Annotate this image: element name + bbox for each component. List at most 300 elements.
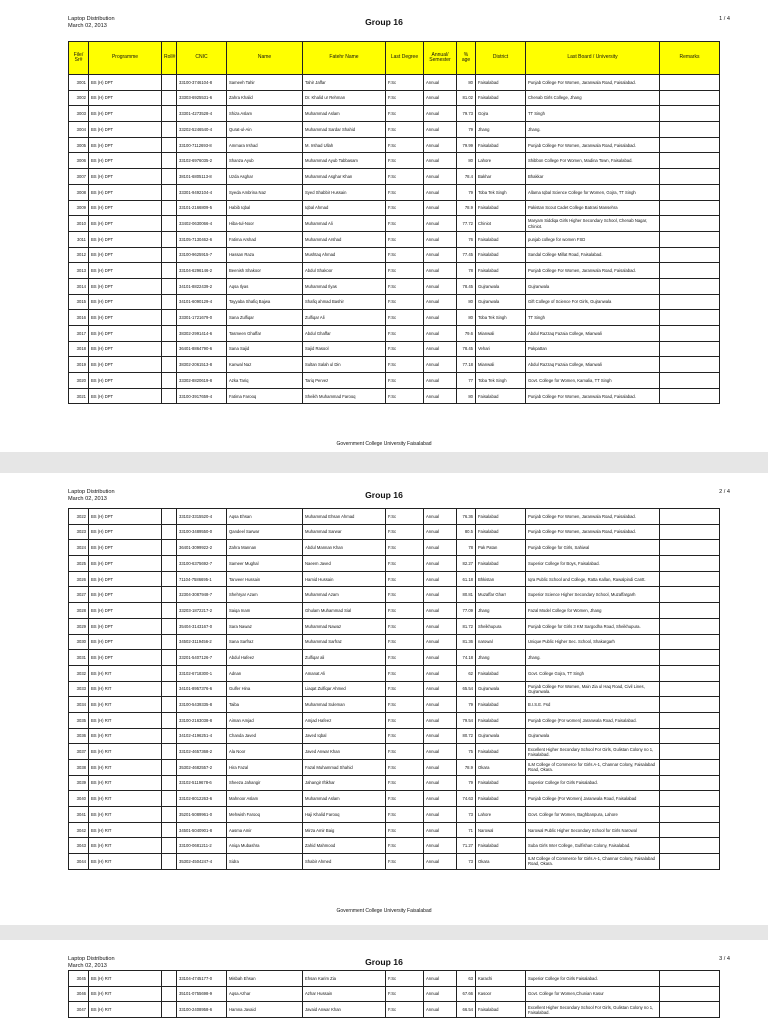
- cell-father-name: Muhammad Aslam: [303, 791, 386, 807]
- cell-cnic: 33104-4745177-0: [177, 971, 227, 987]
- group-title: Group 16: [365, 957, 403, 967]
- cell-programme: BS (H) DPT: [89, 247, 162, 263]
- cell-remarks: [660, 263, 720, 279]
- cell-percentage: 73: [457, 807, 476, 823]
- cell-father-name: Hamid Hussain: [303, 571, 386, 587]
- cell-name: Uzda Asghar: [227, 169, 303, 185]
- cell-annual-semester: Annual: [424, 971, 457, 987]
- cell-roll: [162, 247, 177, 263]
- table-row: [69, 971, 720, 987]
- cell-last-board: Punjab College For Women, Jaranwala Road, Faisalabad.: [526, 524, 660, 540]
- cell-cnic: 33105-7130462-6: [177, 231, 227, 247]
- cell-name: Aasma Amir: [227, 822, 303, 838]
- cell-district: Faisalabad: [476, 388, 526, 404]
- cell-sr: 3007: [69, 169, 89, 185]
- cell-roll: [162, 326, 177, 342]
- cell-father-name: Haji Khalid Farooq: [303, 807, 386, 823]
- table-row: [69, 310, 720, 326]
- cell-last-degree: F.Sc: [386, 728, 424, 744]
- cell-annual-semester: Annual: [424, 200, 457, 216]
- table-row: [69, 1002, 720, 1018]
- cell-roll: [162, 388, 177, 404]
- cell-name: Hira Fazal: [227, 760, 303, 776]
- cell-name: Tayyaba Shafiq Bajwa: [227, 294, 303, 310]
- cell-roll: [162, 357, 177, 373]
- cell-father-name: Muhammad Suleman: [303, 697, 386, 713]
- table-row: [69, 137, 720, 153]
- cell-district: Bakhar: [476, 169, 526, 185]
- cell-father-name: Javed Iqbal: [303, 728, 386, 744]
- cell-name: Sara Nawaz: [227, 618, 303, 634]
- cell-cnic: 33100-0681211-2: [177, 838, 227, 854]
- cell-cnic: 33203-1872217-2: [177, 603, 227, 619]
- cell-cnic: 33101-2166809-5: [177, 200, 227, 216]
- table-row: [69, 665, 720, 681]
- cell-district: Okara: [476, 854, 526, 870]
- cell-percentage: 66.54: [457, 1002, 476, 1018]
- distribution-table: [68, 508, 720, 870]
- cell-last-board: Allama Iqbal Science College for Women, Gojra, TT Singh: [526, 184, 660, 200]
- cell-name: Shanza Ayub: [227, 153, 303, 169]
- cell-cnic: 34102-4196251-4: [177, 728, 227, 744]
- cell-last-board: Superior College for Boys, Faisalabad.: [526, 556, 660, 572]
- cell-last-board: Gujranwala: [526, 728, 660, 744]
- cell-roll: [162, 200, 177, 216]
- cell-name: Hamna Javaid: [227, 1002, 303, 1018]
- cell-roll: [162, 618, 177, 634]
- cell-last-degree: F.Sc: [386, 153, 424, 169]
- cell-father-name: Iqbal Ahmad: [303, 200, 386, 216]
- cell-programme: BS (H) RIT: [89, 971, 162, 987]
- cell-father-name: Zahid Mahmood: [303, 838, 386, 854]
- cell-district: Faisalabad: [476, 791, 526, 807]
- cell-programme: BS (H) DPT: [89, 357, 162, 373]
- cell-sr: 3002: [69, 90, 89, 106]
- cell-percentage: 78: [457, 540, 476, 556]
- cell-district: Faisalabad: [476, 509, 526, 525]
- cell-sr: 3032: [69, 665, 89, 681]
- cell-remarks: [660, 184, 720, 200]
- cell-last-degree: F.Sc: [386, 388, 424, 404]
- cell-name: Ammara Irshad: [227, 137, 303, 153]
- cell-remarks: [660, 341, 720, 357]
- cell-cnic: 33100-3917659-4: [177, 388, 227, 404]
- cell-percentage: 78.45: [457, 278, 476, 294]
- cell-last-degree: F.Sc: [386, 231, 424, 247]
- column-header-annual-semester: Annual/ Semester: [424, 42, 457, 75]
- cell-percentage: 81.02: [457, 90, 476, 106]
- cell-remarks: [660, 712, 720, 728]
- cell-last-degree: F.Sc: [386, 357, 424, 373]
- cell-last-board: Gujranwala: [526, 278, 660, 294]
- cell-district: Faisalabad: [476, 744, 526, 760]
- cell-cnic: 33301-1721679-0: [177, 310, 227, 326]
- table-row: [69, 760, 720, 776]
- cell-programme: BS (H) DPT: [89, 603, 162, 619]
- cell-remarks: [660, 807, 720, 823]
- cell-percentage: 78.4: [457, 169, 476, 185]
- cell-cnic: 32304-3087948-7: [177, 587, 227, 603]
- cell-last-degree: F.Sc: [386, 634, 424, 650]
- cell-remarks: [660, 838, 720, 854]
- cell-programme: BS (H) RIT: [89, 681, 162, 697]
- cell-name: Misbah Ehsan: [227, 971, 303, 987]
- cell-roll: [162, 744, 177, 760]
- table-row: [69, 650, 720, 666]
- cell-roll: [162, 184, 177, 200]
- cell-annual-semester: Annual: [424, 169, 457, 185]
- cell-district: Faisalabad: [476, 263, 526, 279]
- cell-last-board: Shibbon College For Women, Madina Town, Faisalabad.: [526, 153, 660, 169]
- cell-annual-semester: Annual: [424, 665, 457, 681]
- cell-sr: 3045: [69, 971, 89, 987]
- cell-roll: [162, 169, 177, 185]
- cell-remarks: [660, 216, 720, 232]
- cell-cnic: 34501-5040901-8: [177, 822, 227, 838]
- cell-last-board: Pakistan Scout Cadet College Batrasi Mansehra: [526, 200, 660, 216]
- column-header-name: Name: [227, 42, 303, 75]
- cell-sr: 3016: [69, 310, 89, 326]
- cell-last-degree: F.Sc: [386, 822, 424, 838]
- table-row: [69, 775, 720, 791]
- cell-last-board: Punjab College for Girls 3 KM Sargodha Road, Sheikhupura.: [526, 618, 660, 634]
- distribution-table: [68, 970, 720, 1018]
- table-row: [69, 634, 720, 650]
- cell-roll: [162, 556, 177, 572]
- cell-name: Shiza Aslam: [227, 106, 303, 122]
- cell-sr: 3040: [69, 791, 89, 807]
- cell-roll: [162, 216, 177, 232]
- cell-percentage: 80.72: [457, 728, 476, 744]
- page-footer: Government College University Faisalabad: [336, 908, 432, 914]
- cell-annual-semester: Annual: [424, 153, 457, 169]
- cell-programme: BS (H) DPT: [89, 231, 162, 247]
- cell-percentage: 63: [457, 971, 476, 987]
- cell-roll: [162, 587, 177, 603]
- cell-percentage: 79: [457, 775, 476, 791]
- cell-father-name: Ehsan Karim Zia: [303, 971, 386, 987]
- cell-remarks: [660, 634, 720, 650]
- cell-sr: 3027: [69, 587, 89, 603]
- cell-roll: [162, 712, 177, 728]
- table-row: [69, 712, 720, 728]
- cell-sr: 3013: [69, 263, 89, 279]
- cell-cnic: 33102-3315520-4: [177, 509, 227, 525]
- cell-annual-semester: Annual: [424, 278, 457, 294]
- cell-percentage: 80: [457, 388, 476, 404]
- cell-sr: 3026: [69, 571, 89, 587]
- cell-remarks: [660, 822, 720, 838]
- cell-cnic: 33102-6718300-1: [177, 665, 227, 681]
- table-row: [69, 388, 720, 404]
- cell-sr: 3005: [69, 137, 89, 153]
- cell-father-name: Naeem Javed: [303, 556, 386, 572]
- cell-cnic: 33100-9625915-7: [177, 247, 227, 263]
- cell-last-degree: F.Sc: [386, 137, 424, 153]
- column-header-district: District: [476, 42, 526, 75]
- cell-percentage: 77.18: [457, 357, 476, 373]
- cell-programme: BS (H) RIT: [89, 712, 162, 728]
- page-number: 3 / 4: [719, 956, 730, 962]
- cell-cnic: 36401-3099922-2: [177, 540, 227, 556]
- cell-father-name: Muhammad Aslam: [303, 106, 386, 122]
- cell-sr: 3003: [69, 106, 89, 122]
- cell-percentage: 75: [457, 744, 476, 760]
- cell-remarks: [660, 556, 720, 572]
- cell-programme: BS (H) DPT: [89, 571, 162, 587]
- cell-annual-semester: Annual: [424, 571, 457, 587]
- cell-cnic: 36401-8864790-6: [177, 341, 227, 357]
- cell-last-board: Sandal College Millat Road, Faisalabad.: [526, 247, 660, 263]
- cell-programme: BS (H) DPT: [89, 263, 162, 279]
- cell-district: Faisalabad: [476, 838, 526, 854]
- cell-district: Muzaffar Gharr: [476, 587, 526, 603]
- cell-last-degree: F.Sc: [386, 986, 424, 1002]
- document-page-3: [0, 940, 768, 1024]
- cell-sr: 3046: [69, 986, 89, 1002]
- cell-district: Gujranwala: [476, 728, 526, 744]
- cell-sr: 3017: [69, 326, 89, 342]
- cell-cnic: 33100-6375692-7: [177, 556, 227, 572]
- cell-name: Kanwal Naz: [227, 357, 303, 373]
- cell-cnic: 35302-4504247-4: [177, 854, 227, 870]
- cell-district: Gojra: [476, 106, 526, 122]
- cell-percentage: 77.72: [457, 216, 476, 232]
- cell-father-name: Mirza Amir Baig: [303, 822, 386, 838]
- cell-roll: [162, 122, 177, 138]
- cell-programme: BS (H) RIT: [89, 760, 162, 776]
- cell-district: Faisalabad: [476, 75, 526, 91]
- cell-sr: 3031: [69, 650, 89, 666]
- cell-district: Faisalabad: [476, 697, 526, 713]
- cell-sr: 3029: [69, 618, 89, 634]
- cell-name: Sidra: [227, 854, 303, 870]
- cell-district: Faisalabad: [476, 775, 526, 791]
- column-header-father-name: Fatehr Name: [303, 42, 386, 75]
- cell-cnic: 33102-4657368-2: [177, 744, 227, 760]
- cell-last-degree: F.Sc: [386, 75, 424, 91]
- cell-district: Lahore: [476, 153, 526, 169]
- table-row: [69, 524, 720, 540]
- cell-annual-semester: Annual: [424, 728, 457, 744]
- doc-title: Laptop Distribution: [68, 16, 115, 22]
- table-row: [69, 838, 720, 854]
- column-header-programme: Programme: [89, 42, 162, 75]
- cell-sr: 3030: [69, 634, 89, 650]
- cell-percentage: 79.99: [457, 137, 476, 153]
- cell-last-degree: F.Sc: [386, 373, 424, 389]
- cell-last-degree: F.Sc: [386, 681, 424, 697]
- cell-remarks: [660, 587, 720, 603]
- cell-roll: [162, 650, 177, 666]
- cell-last-board: Punjab College (For Women) Jaranwala Road, Faisalabad: [526, 791, 660, 807]
- cell-roll: [162, 1002, 177, 1018]
- cell-last-degree: F.Sc: [386, 509, 424, 525]
- cell-programme: BS (H) RIT: [89, 838, 162, 854]
- cell-programme: BS (H) DPT: [89, 137, 162, 153]
- cell-father-name: Amanat Ali: [303, 665, 386, 681]
- table-row: [69, 294, 720, 310]
- cell-name: Tanveer Hussain: [227, 571, 303, 587]
- cell-father-name: Amjad Hafeez: [303, 712, 386, 728]
- cell-sr: 3006: [69, 153, 89, 169]
- cell-programme: BS (H) DPT: [89, 90, 162, 106]
- cell-roll: [162, 75, 177, 91]
- cell-name: Aqsa Ilyas: [227, 278, 303, 294]
- cell-district: Gujranwala: [476, 294, 526, 310]
- cell-programme: BS (H) RIT: [89, 986, 162, 1002]
- cell-last-degree: F.Sc: [386, 1002, 424, 1018]
- cell-percentage: 74.18: [457, 650, 476, 666]
- cell-district: Faisalabad: [476, 247, 526, 263]
- cell-father-name: Tahir Jaffar: [303, 75, 386, 91]
- cell-sr: 3034: [69, 697, 89, 713]
- cell-percentage: 79.6: [457, 326, 476, 342]
- cell-district: Kasoor: [476, 986, 526, 1002]
- cell-programme: BS (H) DPT: [89, 326, 162, 342]
- cell-annual-semester: Annual: [424, 122, 457, 138]
- cell-annual-semester: Annual: [424, 137, 457, 153]
- cell-last-board: Excellent Higher Secondary School For Girls, Gulistan Colony no 1, Faisalabad.: [526, 1002, 660, 1018]
- doc-title: Laptop Distribution: [68, 489, 115, 495]
- cell-district: Pak Patan: [476, 540, 526, 556]
- cell-cnic: 33402-0630066-4: [177, 216, 227, 232]
- cell-district: narowal: [476, 634, 526, 650]
- cell-annual-semester: Annual: [424, 326, 457, 342]
- cell-last-board: TT Singh: [526, 310, 660, 326]
- cell-last-degree: F.Sc: [386, 247, 424, 263]
- cell-father-name: Tariq Pervez: [303, 373, 386, 389]
- cell-remarks: [660, 326, 720, 342]
- cell-annual-semester: Annual: [424, 587, 457, 603]
- cell-remarks: [660, 986, 720, 1002]
- table-row: [69, 571, 720, 587]
- cell-percentage: 78.9: [457, 760, 476, 776]
- cell-father-name: Javed Anwar Khan: [303, 744, 386, 760]
- cell-percentage: 76: [457, 231, 476, 247]
- cell-programme: BS (H) DPT: [89, 294, 162, 310]
- cell-percentage: 79.54: [457, 712, 476, 728]
- cell-annual-semester: Annual: [424, 712, 457, 728]
- cell-father-name: Muhammad Sardar Shahid: [303, 122, 386, 138]
- cell-district: Faisalabad: [476, 231, 526, 247]
- cell-remarks: [660, 200, 720, 216]
- cell-percentage: 78: [457, 263, 476, 279]
- cell-annual-semester: Annual: [424, 556, 457, 572]
- cell-last-degree: F.Sc: [386, 712, 424, 728]
- cell-father-name: Abdul Mannan Khan: [303, 540, 386, 556]
- cell-last-degree: F.Sc: [386, 744, 424, 760]
- cell-cnic: 33202-5246540-4: [177, 122, 227, 138]
- cell-programme: BS (H) DPT: [89, 184, 162, 200]
- cell-annual-semester: Annual: [424, 184, 457, 200]
- cell-remarks: [660, 971, 720, 987]
- cell-programme: BS (H) DPT: [89, 122, 162, 138]
- cell-district: Sheikhupura: [476, 618, 526, 634]
- cell-sr: 3023: [69, 524, 89, 540]
- cell-sr: 3004: [69, 122, 89, 138]
- cell-last-board: Govt. College Gojra, TT Singh: [526, 665, 660, 681]
- cell-annual-semester: Annual: [424, 388, 457, 404]
- cell-last-degree: F.Sc: [386, 650, 424, 666]
- cell-name: Syeda Ambrina Naz: [227, 184, 303, 200]
- cell-sr: 3041: [69, 807, 89, 823]
- cell-cnic: 35404-3143167-0: [177, 618, 227, 634]
- cell-father-name: Liaqat Zulfiqar Ahmed: [303, 681, 386, 697]
- cell-father-name: Zulfiqar Ali: [303, 310, 386, 326]
- cell-percentage: 80: [457, 294, 476, 310]
- cell-father-name: Shafiq ahmad Bashir: [303, 294, 386, 310]
- cell-sr: 3039: [69, 775, 89, 791]
- cell-last-board: Abdul Razzaq Fazaia College, Mianwali: [526, 357, 660, 373]
- cell-roll: [162, 791, 177, 807]
- cell-annual-semester: Annual: [424, 697, 457, 713]
- cell-percentage: 67.66: [457, 986, 476, 1002]
- cell-percentage: 80: [457, 310, 476, 326]
- table-row: [69, 106, 720, 122]
- cell-cnic: 38302-2991414-6: [177, 326, 227, 342]
- cell-programme: BS (H) DPT: [89, 75, 162, 91]
- cell-district: Faisalabad: [476, 712, 526, 728]
- cell-name: Tasmeen Ghaffar: [227, 326, 303, 342]
- cell-last-board: Punjab College (For women) Jaranwala Road, Faisalabad.: [526, 712, 660, 728]
- column-header-last-board: Last Board / University: [526, 42, 660, 75]
- cell-programme: BS (H) DPT: [89, 540, 162, 556]
- cell-annual-semester: Annual: [424, 310, 457, 326]
- cell-roll: [162, 775, 177, 791]
- cell-district: Faisalabad: [476, 524, 526, 540]
- cell-roll: [162, 697, 177, 713]
- cell-last-board: Punjab College For Women, Jaranwala Road, Faisalabad.: [526, 75, 660, 91]
- column-header-roll: Roll#: [162, 42, 177, 75]
- cell-percentage: 76.36: [457, 509, 476, 525]
- cell-remarks: [660, 310, 720, 326]
- cell-cnic: 34101-6090129-4: [177, 294, 227, 310]
- cell-last-degree: F.Sc: [386, 807, 424, 823]
- cell-roll: [162, 137, 177, 153]
- table-row: [69, 986, 720, 1002]
- cell-last-degree: F.Sc: [386, 587, 424, 603]
- cell-last-board: Superior College for Girls Faisalabad.: [526, 971, 660, 987]
- cell-roll: [162, 540, 177, 556]
- cell-percentage: 80: [457, 153, 476, 169]
- cell-roll: [162, 854, 177, 870]
- cell-district: Gujranwala: [476, 681, 526, 697]
- cell-last-degree: F.Sc: [386, 838, 424, 854]
- cell-father-name: Muhammad Ayub Tabbasam: [303, 153, 386, 169]
- cell-annual-semester: Annual: [424, 216, 457, 232]
- cell-cnic: 35201-5089961-0: [177, 807, 227, 823]
- cell-annual-semester: Annual: [424, 775, 457, 791]
- cell-district: Faisalabad: [476, 137, 526, 153]
- cell-remarks: [660, 122, 720, 138]
- cell-annual-semester: Annual: [424, 807, 457, 823]
- cell-programme: BS (H) DPT: [89, 388, 162, 404]
- table-row: [69, 122, 720, 138]
- cell-programme: BS (H) RIT: [89, 791, 162, 807]
- table-row: [69, 341, 720, 357]
- cell-father-name: Abdul Ghaffar: [303, 326, 386, 342]
- cell-cnic: 33100-7112693-8: [177, 137, 227, 153]
- cell-remarks: [660, 744, 720, 760]
- cell-remarks: [660, 231, 720, 247]
- cell-annual-semester: Annual: [424, 247, 457, 263]
- table-row: [69, 603, 720, 619]
- cell-roll: [162, 106, 177, 122]
- cell-roll: [162, 838, 177, 854]
- cell-name: Azka Tariq: [227, 373, 303, 389]
- cell-name: Abdul Hafeez: [227, 650, 303, 666]
